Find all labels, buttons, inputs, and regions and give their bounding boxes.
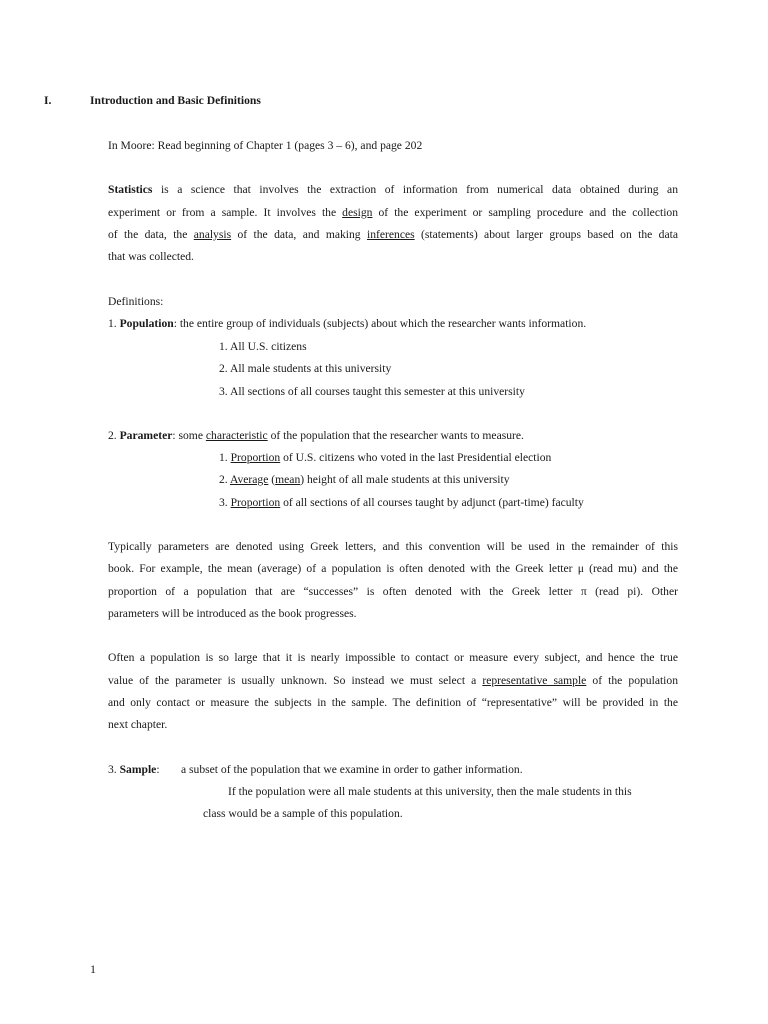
sample-term: Sample: [119, 763, 157, 776]
section-number: I.: [44, 94, 52, 107]
representative-sample-term: representative sample: [482, 674, 587, 687]
greek-line-2: book. For example, the mean (average) of a population is often denoted with the Greek letter μ (read mu) and the: [108, 562, 678, 575]
often-line-2: value of the parameter is usually unknown. So instead we must select a representative sample of the population: [108, 674, 679, 687]
often-line-4: next chapter.: [108, 718, 168, 731]
statistics-line-3: of the data, the analysis of the data, and making inferences (statements) about larger groups based on the data: [108, 228, 678, 241]
sample-note-line-2: class would be a sample of this population.: [203, 807, 403, 820]
definitions-heading: Definitions:: [108, 295, 164, 308]
sample-label: 3. Sample:: [108, 763, 160, 776]
population-definition: 1. Population: the entire group of individuals (subjects) about which the researcher wants information.: [108, 317, 587, 330]
population-term: Population: [119, 317, 174, 330]
often-line-3: and only contact or measure the subjects in the sample. The definition of “representative” will be provided in the: [108, 696, 678, 709]
parameter-example-1: 1. Proportion of U.S. citizens who voted in the last Presidential election: [219, 451, 552, 464]
statistics-line-2: experiment or from a sample. It involves the design of the experiment or sampling procedure and the collection: [108, 206, 679, 219]
sample-note-line-1: If the population were all male students at this university, then the male students in this: [228, 785, 632, 798]
design-term: design: [342, 206, 373, 219]
population-example-1: 1. All U.S. citizens: [219, 340, 307, 353]
parameter-term: Parameter: [119, 429, 173, 442]
statistics-term: Statistics: [108, 183, 153, 196]
greek-line-1: Typically parameters are denoted using Greek letters, and this convention will be used in the remainder of this: [108, 540, 678, 553]
page-number: 1: [90, 962, 96, 976]
section-title: Introduction and Basic Definitions: [90, 94, 261, 107]
statistics-line-4: that was collected.: [108, 250, 194, 263]
inferences-term: inferences: [366, 228, 415, 241]
greek-line-4: parameters will be introduced as the book progresses.: [108, 607, 357, 620]
sample-definition: a subset of the population that we examine in order to gather information.: [181, 763, 523, 776]
greek-line-3: proportion of a population that are “successes” is often denoted with the Greek letter π (read pi). Other: [108, 585, 678, 598]
reading-assignment: In Moore: Read beginning of Chapter 1 (pages 3 – 6), and page 202: [108, 139, 423, 152]
parameter-definition: 2. Parameter: some characteristic of the population that the researcher wants to measure.: [108, 429, 524, 442]
often-line-1: Often a population is so large that it is nearly impossible to contact or measure every subject, and hence the true: [108, 651, 678, 664]
parameter-example-2: 2. Average (mean) height of all male students at this university: [219, 473, 510, 486]
parameter-example-3: 3. Proportion of all sections of all courses taught by adjunct (part-time) faculty: [219, 496, 584, 509]
statistics-line-1: Statistics is a science that involves the extraction of information from numerical data obtained during an: [108, 183, 678, 196]
population-example-3: 3. All sections of all courses taught this semester at this university: [219, 385, 525, 398]
population-example-2: 2. All male students at this university: [219, 362, 392, 375]
analysis-term: analysis: [193, 228, 232, 241]
